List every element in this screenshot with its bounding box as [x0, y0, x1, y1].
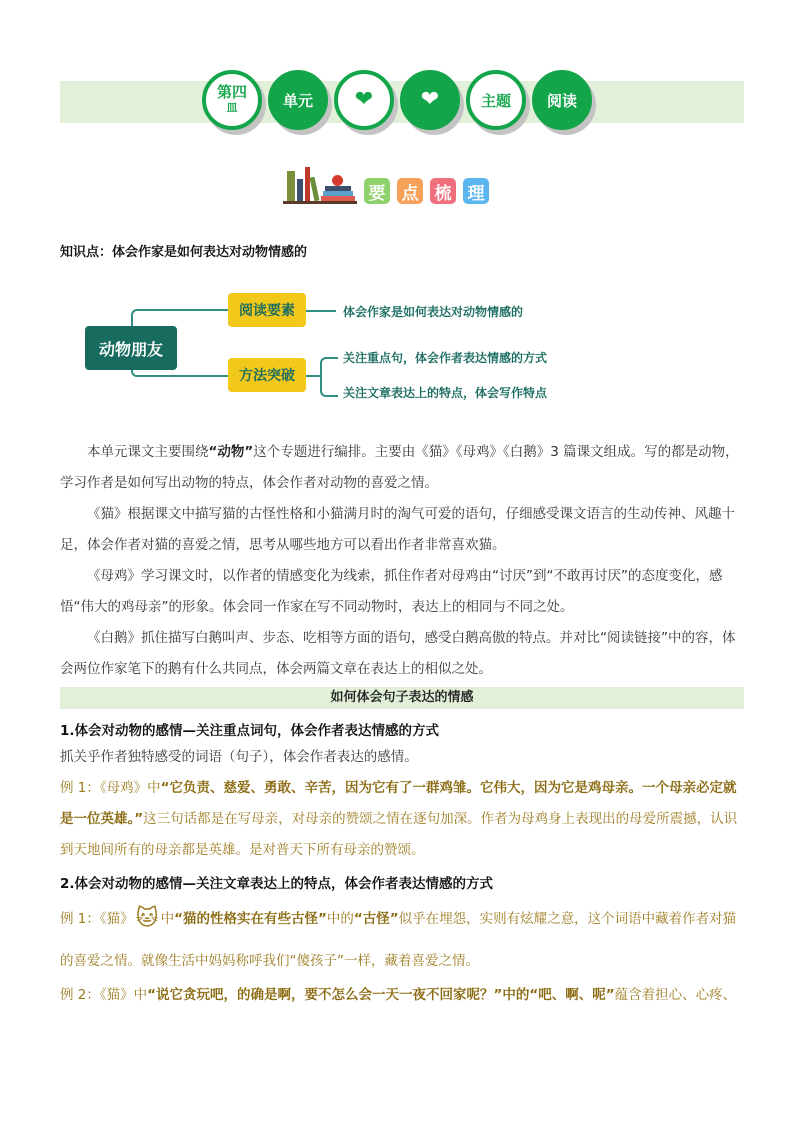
banner-circle-unit — [268, 70, 328, 130]
title-char-tile: 理 — [463, 178, 489, 204]
bookshelf-icon — [283, 166, 357, 204]
unit-theme-banner — [202, 70, 592, 132]
banner-circle-heart — [334, 70, 394, 130]
mind-map-leaf: 关注重点句，体会作者表达情感的方式 — [343, 351, 548, 365]
banner-text: 皿 — [226, 101, 238, 114]
banner-text: 阅读 — [546, 91, 577, 110]
banner-text: 第四 — [216, 83, 247, 101]
paragraph: 本单元课文主要围绕“动物”这个专题进行编排。主要由《猫》《母鸡》《白鹅》3 篇课文组成。写的都是动物，学习作者是如何写出动物的特点，体会作者对动物的喜爱之情。 — [60, 444, 739, 491]
example-text: 例 2：《猫》中“说它贪玩吧，的确是啊，要不怎么会一天一夜不回家呢？”中的“吧、啊、呢”蕴含着担心、心疼、 — [60, 987, 737, 1003]
paragraph: 《母鸡》学习课文时，以作者的情感变化为线索，抓住作者对母鸡由“讨厌”到“不敢再讨厌”的态度变化，感悟“伟大的鸡母亲”的形象。体会同一作家在写不同动物时，表达上的相同与不同之处。 — [60, 568, 723, 615]
section-intro: 抓关乎作者独特感受的词语（句子），体会作者表达的感情。 — [60, 749, 418, 765]
heart-icon: ❤ — [354, 87, 374, 112]
title-char-tile: 要 — [364, 178, 390, 204]
mind-map-leaf: 体会作家是如何表达对动物情感的 — [343, 305, 524, 319]
section-heading: 2.体会对动物的感情—关注文章表达上的特点，体会作者表达情感的方式 — [60, 876, 494, 892]
mind-map-node-method: 方法突破 — [228, 358, 306, 392]
title-char-tile: 点 — [397, 178, 423, 204]
mind-map-root: 动物朋友 — [85, 326, 177, 370]
knowledge-point-heading: 知识点：体会作家是如何表达对动物情感的 — [60, 245, 308, 260]
paragraph: 《白鹅》抓住描写白鹅叫声、步态、吃相等方面的语句，感受白鹅高傲的特点。并对比“阅读链接”中的容，体会两位作家笔下的鹅有什么共同点，体会两篇文章在表达上的相似之处。 — [60, 630, 736, 677]
banner-circle-unit-number — [202, 70, 262, 130]
banner-circle-theme — [466, 70, 526, 130]
section-heading: 1.体会对动物的感情—关注重点词句，体会作者表达情感的方式 — [60, 723, 440, 739]
example-text: 例 1：《猫》🐱 中“猫的性格实在有些古怪”中的“古怪”似乎在埋怨，实则有炫耀之意，这个词语中藏着作者对猫的喜爱之情。就像生活中妈妈称呼我们“傻孩子”一样，藏着喜爱之情。 — [60, 898, 744, 982]
paragraph: 《猫》根据课文中描写猫的古怪性格和小猫满月时的淘气可爱的语句，仔细感受课文语言的生动传神、风趣十足，体会作者对猫的喜爱之情，思考从哪些地方可以看出作者非常喜欢猫。 — [60, 506, 735, 553]
mind-map-node-reading-element: 阅读要素 — [228, 293, 306, 327]
banner-circle-reading — [532, 70, 592, 130]
cat-icon: 🐱 — [135, 906, 159, 931]
mind-map-leaf: 关注文章表达上的特点，体会写作特点 — [343, 386, 548, 400]
banner-circle-heart — [400, 70, 460, 130]
section-bar: 如何体会句子表达的情感 — [60, 687, 744, 709]
intro-paragraphs — [60, 437, 744, 685]
title-char-tile: 梳 — [430, 178, 456, 204]
banner-text: 主题 — [480, 91, 511, 110]
heart-icon: ❤ — [420, 87, 440, 112]
key-points-title — [283, 166, 489, 204]
example-text: 例 1：《母鸡》中“它负责、慈爱、勇敢、辛苦，因为它有了一群鸡雏。它伟大，因为它是鸡母亲。一个母亲必定就是一位英雄。”这三句话都是在写母亲，对母亲的赞颂之情在逐句加深。作者为母鸡身上表现出的母爱所震撼，认识到天地间所有的母亲都是英雄。是对普天下所有母亲的赞颂。 — [60, 780, 738, 858]
banner-text: 单元 — [282, 91, 313, 110]
